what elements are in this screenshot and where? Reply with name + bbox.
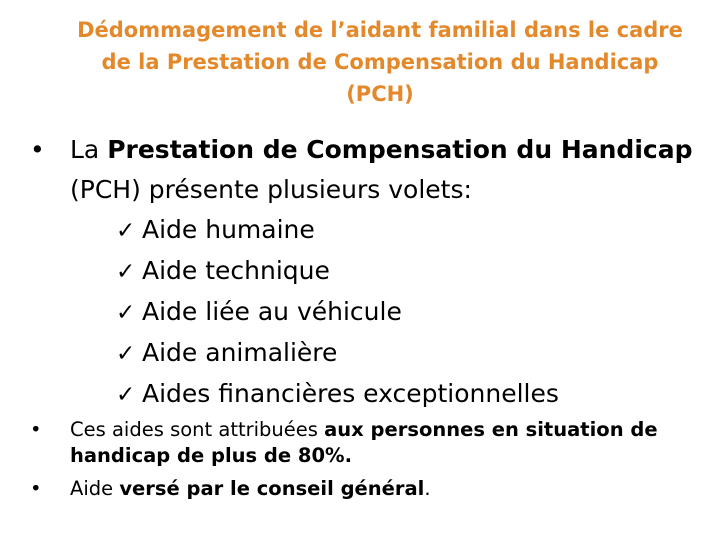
list-item-label: Aide humaine [142,215,315,244]
bullet-marker: • [30,135,45,164]
bullet-text-prefix: La [70,135,108,164]
list-item-label: Aide technique [142,256,330,285]
list-item-label: Aide animalière [142,338,338,367]
slide-title [60,14,700,110]
bullet-marker: • [30,477,42,500]
bullet-marker: • [30,418,42,441]
bullet-text [70,417,710,469]
checkmark-icon: ✓ [116,341,136,367]
checkmark-icon: ✓ [116,259,136,285]
payer-bullet [30,476,710,502]
checkmark-icon: ✓ [116,300,136,326]
list-item-label: Aide liée au véhicule [142,297,402,326]
title-line-3: (PCH) [346,82,414,106]
bullet-text-prefix: Ces aides sont attribuées [70,418,325,441]
list-item [116,292,710,333]
bullet-text-bold: aux personnes en situation de handicap de plus de 80%. [70,418,658,467]
bullet-text [70,476,431,502]
checkmark-icon: ✓ [116,218,136,244]
title-line-1: Dédommagement de l’aidant familial dans le cadre [77,18,683,42]
beneficiaries-bullet [30,417,710,469]
list-item [116,333,710,374]
volets-checklist [30,210,710,415]
bullet-text-prefix: Aide [70,477,120,500]
list-item-label: Aides financières exceptionnelles [142,379,559,408]
bullet-text [70,130,692,170]
list-item [116,374,710,415]
secondary-bullets [30,417,710,509]
list-item [116,210,710,251]
title-line-2: de la Prestation de Compensation du Handicap [101,50,659,74]
bullet-text-bold: Prestation de Compensation du Handicap [107,135,693,164]
pch-volets-bullet [30,130,710,415]
list-item [116,251,710,292]
bullet-text-continued: (PCH) présente plusieurs volets: [70,175,472,204]
bullet-text-bold: versé par le conseil général [119,477,425,500]
checkmark-icon: ✓ [116,382,136,408]
bullet-text-suffix: . [424,477,431,500]
